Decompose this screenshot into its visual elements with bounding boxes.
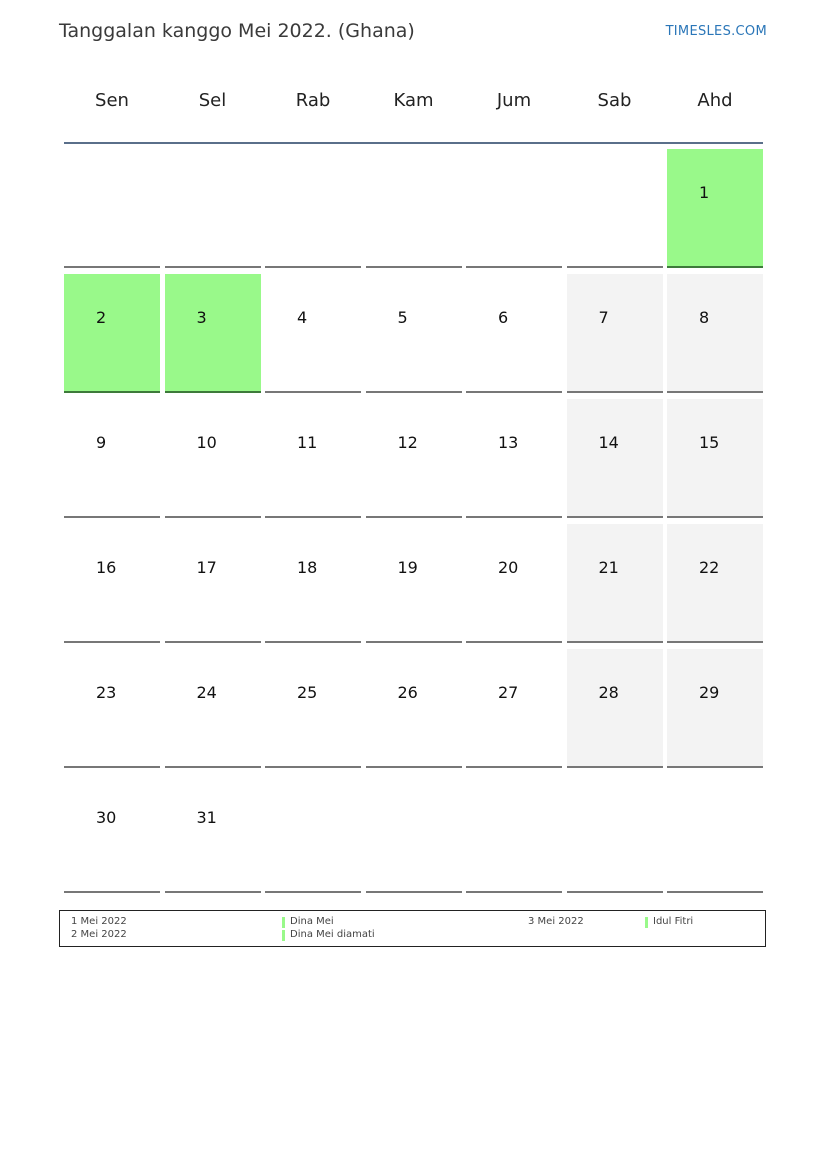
calendar-day-cell	[567, 274, 663, 393]
calendar-day-cell	[667, 274, 763, 393]
day-number: 17	[196, 558, 217, 577]
day-number: 9	[96, 433, 107, 452]
calendar-empty-cell	[567, 149, 663, 268]
calendar-day-cell	[64, 649, 160, 768]
day-number: 16	[96, 558, 117, 577]
holiday-legend	[59, 910, 766, 947]
day-number: 29	[699, 683, 720, 702]
calendar-day-cell	[64, 274, 160, 393]
day-number: 15	[699, 433, 720, 452]
day-number: 7	[598, 308, 609, 327]
calendar-empty-cell	[265, 149, 361, 268]
calendar-day-cell	[265, 399, 361, 518]
day-number: 6	[498, 308, 509, 327]
calendar-day-cell	[165, 524, 261, 643]
calendar-day-cell	[165, 774, 261, 893]
header-divider	[64, 142, 763, 144]
calendar-day-cell	[265, 524, 361, 643]
calendar-day-cell	[64, 399, 160, 518]
page-title: Tanggalan kanggo Mei 2022. (Ghana)	[59, 20, 415, 42]
day-number: 26	[397, 683, 418, 702]
legend-holiday-marker	[282, 917, 285, 928]
calendar-day-cell	[165, 274, 261, 393]
calendar-day-cell	[366, 524, 462, 643]
weekday-label: Ahd	[697, 90, 733, 111]
legend-date: 1 Mei 2022	[71, 916, 127, 927]
legend-date: 3 Mei 2022	[528, 916, 584, 927]
weekday-label: Rab	[295, 90, 331, 111]
calendar-day-cell	[667, 149, 763, 268]
day-number: 19	[397, 558, 418, 577]
calendar-day-cell	[366, 399, 462, 518]
calendar-day-cell	[165, 399, 261, 518]
day-number: 20	[498, 558, 519, 577]
weekday-label: Sen	[95, 90, 129, 111]
day-number: 5	[397, 308, 408, 327]
calendar-empty-cell	[366, 774, 462, 893]
calendar-grid	[64, 149, 763, 893]
weekday-label: Jum	[496, 90, 532, 111]
calendar-day-cell	[165, 649, 261, 768]
day-number: 30	[96, 808, 117, 827]
day-number: 14	[598, 433, 619, 452]
day-number: 25	[297, 683, 318, 702]
weekday-header	[64, 90, 763, 120]
weekday-label: Sab	[597, 90, 632, 111]
day-number: 24	[196, 683, 217, 702]
calendar-day-cell	[366, 649, 462, 768]
legend-holiday-name: Dina Mei	[290, 916, 334, 927]
day-number: 18	[297, 558, 318, 577]
brand-link[interactable]: TIMESLES.COM	[665, 24, 767, 39]
calendar-day-cell	[667, 649, 763, 768]
calendar-empty-cell	[466, 149, 562, 268]
day-number: 10	[196, 433, 217, 452]
day-number: 27	[498, 683, 519, 702]
calendar-empty-cell	[466, 774, 562, 893]
legend-holiday-name: Idul Fitri	[653, 916, 694, 927]
legend-holiday-name: Dina Mei diamati	[290, 929, 375, 940]
day-number: 3	[196, 308, 207, 327]
calendar-day-cell	[466, 274, 562, 393]
day-number: 8	[699, 308, 710, 327]
calendar-day-cell	[466, 524, 562, 643]
calendar-empty-cell	[667, 774, 763, 893]
calendar-empty-cell	[165, 149, 261, 268]
calendar-day-cell	[667, 399, 763, 518]
day-number: 31	[196, 808, 217, 827]
legend-holiday-marker	[282, 930, 285, 941]
day-number: 13	[498, 433, 519, 452]
day-number: 21	[598, 558, 619, 577]
calendar-day-cell	[265, 649, 361, 768]
weekday-label: Kam	[393, 90, 434, 111]
day-number: 23	[96, 683, 117, 702]
day-number: 4	[297, 308, 308, 327]
day-number: 2	[96, 308, 107, 327]
calendar-empty-cell	[265, 774, 361, 893]
weekday-label: Sel	[198, 90, 227, 111]
calendar-day-cell	[567, 399, 663, 518]
day-number: 22	[699, 558, 720, 577]
calendar-empty-cell	[366, 149, 462, 268]
calendar-day-cell	[667, 524, 763, 643]
calendar-day-cell	[265, 274, 361, 393]
day-number: 1	[699, 183, 710, 202]
calendar-day-cell	[567, 649, 663, 768]
calendar-day-cell	[466, 399, 562, 518]
calendar-day-cell	[64, 774, 160, 893]
calendar-day-cell	[466, 649, 562, 768]
calendar-day-cell	[366, 274, 462, 393]
calendar-day-cell	[64, 524, 160, 643]
calendar-empty-cell	[64, 149, 160, 268]
legend-holiday-marker	[645, 917, 648, 928]
legend-date: 2 Mei 2022	[71, 929, 127, 940]
day-number: 28	[598, 683, 619, 702]
day-number: 11	[297, 433, 318, 452]
calendar-empty-cell	[567, 774, 663, 893]
day-number: 12	[397, 433, 418, 452]
calendar-day-cell	[567, 524, 663, 643]
